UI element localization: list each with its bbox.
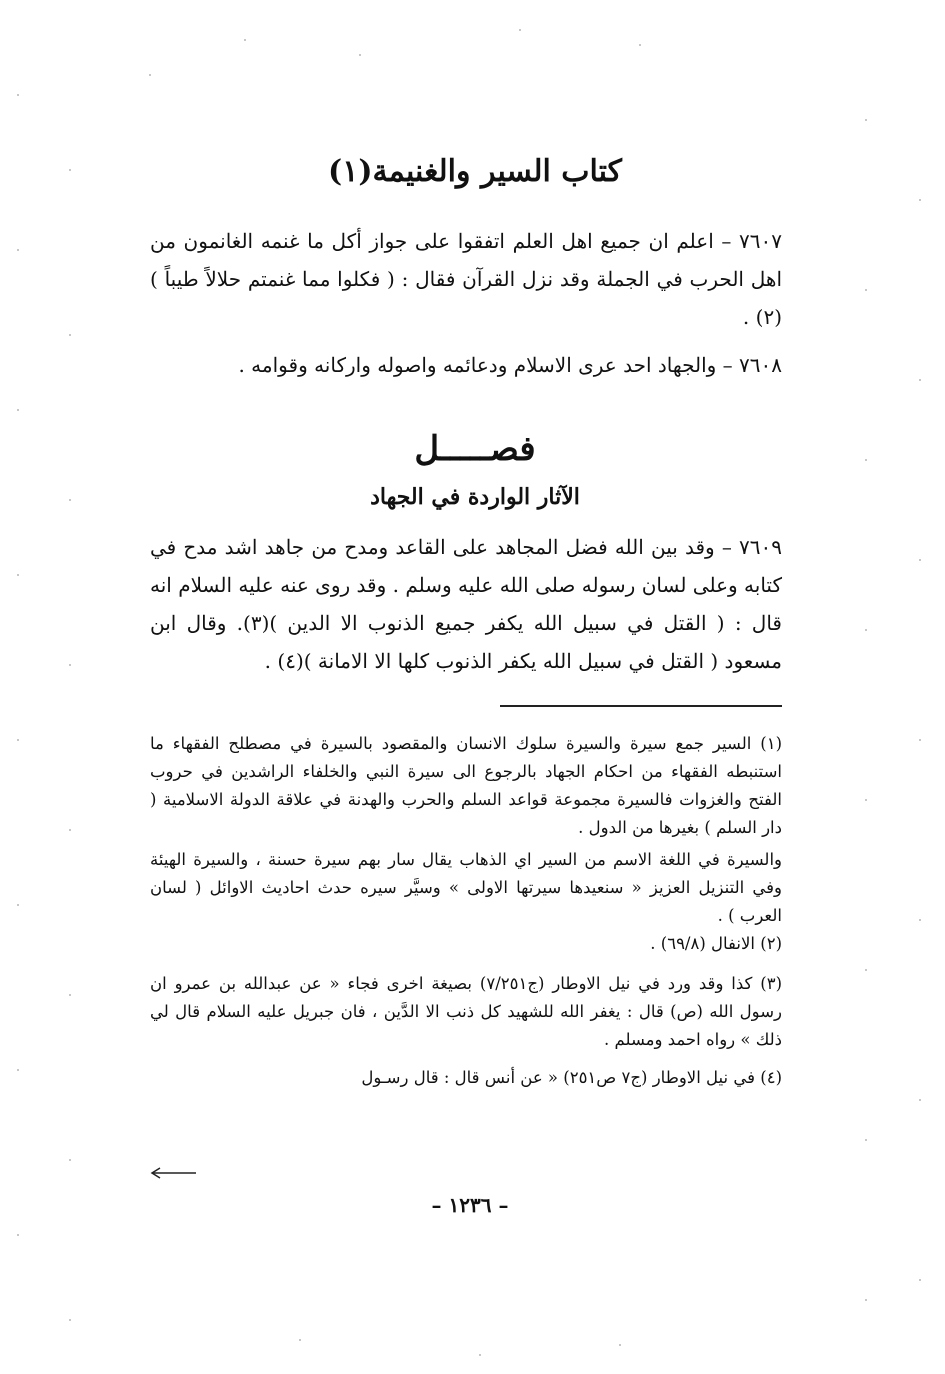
footnote-2: (٢) الانفال (٦٩/٨) . [650, 934, 782, 953]
continuation-arrow-icon [148, 1166, 198, 1180]
section-subheading: الآثار الواردة في الجهاد [370, 484, 580, 510]
chapter-title: كتاب السير والغنيمة(١) [328, 154, 622, 189]
footnotes [150, 730, 782, 1092]
paragraph-7609: ٧٦٠٩ – وقد بين الله فضل المجاهد على القاعد ومدح من جاهد اشد مدح في كتابه وعلى لسان رسوله صلى الله عليه وسلم . وقد روى عنه عليه السلام انه قال : ( القتل في سبيل الله يكفر جميع الذنوب الا الدين )(٣). وقال ابن مسعود ( القتل في سبيل الله يكفر الذنوب كلها الا الامانة )(٤) . [150, 535, 782, 673]
footnote-4: (٤) في نيل الاوطار (ج٧ ص٢٥١) « عن أنس قال : قال رسـول [361, 1068, 782, 1087]
paragraph-7608: ٧٦٠٨ – والجهاد احد عرى الاسلام ودعائمه واصوله واركانه وقوامه . [238, 353, 782, 377]
footnote-3: (٣) كذا وقد ورد في نيل الاوطار (ج٧/٢٥١) بصيغة اخرى فجاء « عن عبدالله بن عمرو ان رسول الله (ص) قال : يغفر الله للشهيد كل ذنب الا الدَّين ، فان جبريل عليه السلام قال لي ذلك » رواه احمد ومسلم . [150, 974, 783, 1049]
footnote-separator [500, 705, 782, 707]
footnote-1-continued: والسيرة في اللغة الاسم من السير اي الذهاب يقال سار بهم سيرة حسنة ، والسيرة الهيئة وفي التنزيل العزيز « سنعيدها سيرتها الاولى » وسيَّر سيره حدث احاديث الاوائل ( لسان العرب ) . [150, 850, 782, 925]
footnote-1: (١) السير جمع سيرة والسيرة سلوك الانسان والمقصود بالسيرة في مصطلح الفقهاء ما استنبطه الفقهاء من احكام الجهاد بالرجوع الى سيرة النبي والخلفاء الراشدين في حروب الفتح والغزوات فالسيرة مجموعة قواعد السلم والحرب والهدنة في علاقة الدولة الاسلامية ( دار السلم ) بغيرها من الدول . [150, 734, 782, 837]
page-number: – ١٢٣٦ – [431, 1193, 509, 1217]
paragraph-7607: ٧٦٠٧ – اعلم ان جميع اهل العلم اتفقوا على جواز أكل ما غنمه الغانمون من اهل الحرب في الجملة وقد نزل القرآن فقال : ( فكلوا مما غنمتم حلالاً طيباً )(٢) . [150, 229, 782, 329]
section-heading: فصـــــل [414, 429, 536, 469]
